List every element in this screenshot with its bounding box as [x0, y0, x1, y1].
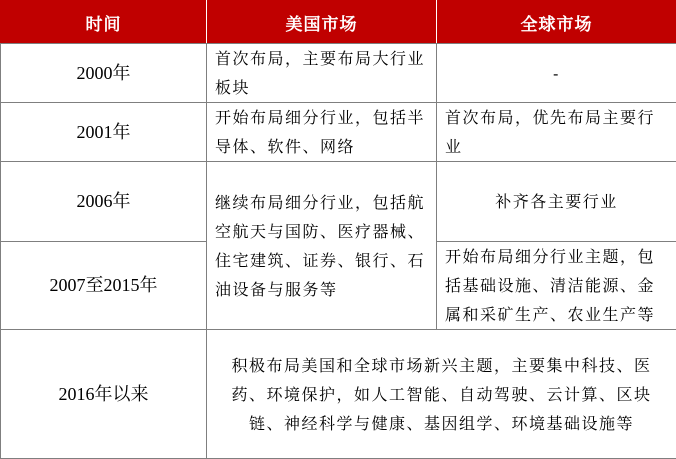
global-cell-2000: -: [437, 44, 676, 103]
time-cell-2000: 2000年: [1, 44, 207, 103]
table-row: [1, 44, 676, 103]
header-row: [1, 1, 676, 44]
header-global-market: 全球市场: [437, 1, 676, 44]
global-cell-2007-2015: 开始布局细分行业主题，包括基础设施、清洁能源、金属和采矿生产、农业生产等: [437, 242, 676, 330]
table-row: [1, 330, 676, 459]
time-cell-2016: 2016年以来: [1, 330, 207, 459]
time-cell-2006: 2006年: [1, 162, 207, 242]
header-us-market: 美国市场: [207, 1, 437, 44]
table-row: [1, 162, 676, 242]
global-cell-2001: 首次布局，优先布局主要行业: [437, 103, 676, 162]
table-row: [1, 103, 676, 162]
time-cell-2001: 2001年: [1, 103, 207, 162]
us-cell-2006-2015: 继续布局细分行业，包括航空航天与国防、医疗器械、住宅建筑、证券、银行、石油设备与服务等: [207, 162, 437, 330]
header-time: 时间: [1, 1, 207, 44]
us-cell-2000: 首次布局，主要布局大行业板块: [207, 44, 437, 103]
combined-cell-2016: 积极布局美国和全球市场新兴主题，主要集中科技、医药、环境保护，如人工智能、自动驾驶、云计算、区块链、神经科学与健康、基因组学、环境基础设施等: [207, 330, 676, 459]
us-cell-2001: 开始布局细分行业，包括半导体、软件、网络: [207, 103, 437, 162]
time-cell-2007-2015: 2007至2015年: [1, 242, 207, 330]
global-cell-2006: 补齐各主要行业: [437, 162, 676, 242]
